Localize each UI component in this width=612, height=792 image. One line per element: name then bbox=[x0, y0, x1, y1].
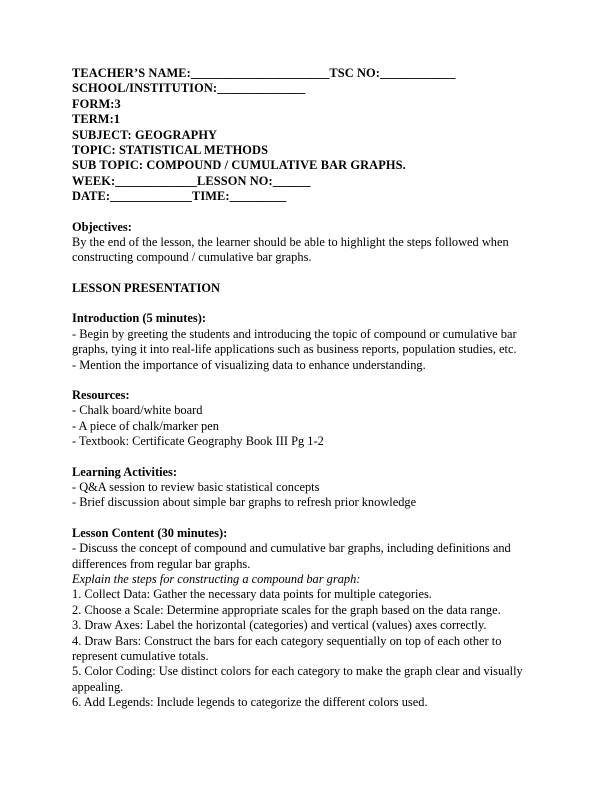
section-learning-activities bbox=[72, 465, 540, 511]
header-line-subject: SUBJECT: GEOGRAPHY bbox=[72, 127, 218, 142]
introduction-item: - Mention the importance of visualizing data to enhance understanding. bbox=[72, 357, 426, 372]
header-line-term: TERM:1 bbox=[72, 112, 121, 127]
resources-heading: Resources: bbox=[72, 387, 130, 402]
header-line-subtopic: SUB TOPIC: COMPOUND / CUMULATIVE BAR GRAPHS. bbox=[72, 158, 406, 173]
resources-item: - Chalk board/white board bbox=[72, 403, 203, 418]
section-lesson-content bbox=[72, 526, 540, 711]
lesson-content-heading: Lesson Content (30 minutes): bbox=[72, 525, 228, 540]
section-resources bbox=[72, 388, 540, 450]
lesson-content-step: 5. Color Coding: Use distinct colors for each category to make the graph clear and visually appealing. bbox=[72, 664, 523, 694]
lesson-content-step: 4. Draw Bars: Construct the bars for each category sequentially on top of each other to represent cumulative totals. bbox=[72, 633, 502, 663]
introduction-heading: Introduction (5 minutes): bbox=[72, 311, 207, 326]
resources-item: - Textbook: Certificate Geography Book III Pg 1-2 bbox=[72, 434, 324, 449]
section-introduction bbox=[72, 311, 540, 373]
lesson-presentation-heading: LESSON PRESENTATION bbox=[72, 280, 220, 295]
lesson-content-step: 2. Choose a Scale: Determine appropriate scales for the graph based on the data range. bbox=[72, 602, 501, 617]
learning-activities-item: - Q&A session to review basic statistical concepts bbox=[72, 479, 320, 494]
objectives-body: By the end of the lesson, the learner should be able to highlight the steps followed when constructing compound / cumulative bar graphs. bbox=[72, 235, 509, 265]
header-line-week: WEEK:_____________LESSON NO:______ bbox=[72, 173, 311, 188]
header-line-form: FORM:3 bbox=[72, 96, 121, 111]
lesson-content-step: 1. Collect Data: Gather the necessary data points for multiple categories. bbox=[72, 587, 432, 602]
introduction-item: - Begin by greeting the students and introducing the topic of compound or cumulative bar graphs, tying it into real-life applications such as business reports, population studies, etc. bbox=[72, 326, 517, 357]
lesson-content-italic-line: Explain the steps for constructing a compound bar graph: bbox=[72, 571, 361, 586]
section-objectives bbox=[72, 220, 540, 266]
lesson-content-intro: - Discuss the concept of compound and cumulative bar graphs, including definitions and differences from regular bar graphs. bbox=[72, 541, 511, 571]
lesson-content-step: 3. Draw Axes: Label the horizontal (categories) and vertical (values) axes correctly. bbox=[72, 618, 487, 633]
header-line-date: DATE:_____________TIME:_________ bbox=[72, 189, 287, 204]
header-line-teacher-name: TEACHER’S NAME:______________________TSC NO:____________ bbox=[72, 66, 456, 80]
lesson-content-step: 6. Add Legends: Include legends to categorize the different colors used. bbox=[72, 695, 428, 710]
header-line-school: SCHOOL/INSTITUTION:______________ bbox=[72, 81, 306, 96]
header-line-topic: TOPIC: STATISTICAL METHODS bbox=[72, 143, 269, 158]
header-block bbox=[72, 66, 540, 205]
resources-item: - A piece of chalk/marker pen bbox=[72, 418, 219, 433]
learning-activities-item: - Brief discussion about simple bar graphs to refresh prior knowledge bbox=[72, 495, 417, 510]
learning-activities-heading: Learning Activities: bbox=[72, 464, 177, 479]
section-lesson-presentation bbox=[72, 281, 540, 296]
objectives-heading: Objectives: bbox=[72, 219, 132, 234]
